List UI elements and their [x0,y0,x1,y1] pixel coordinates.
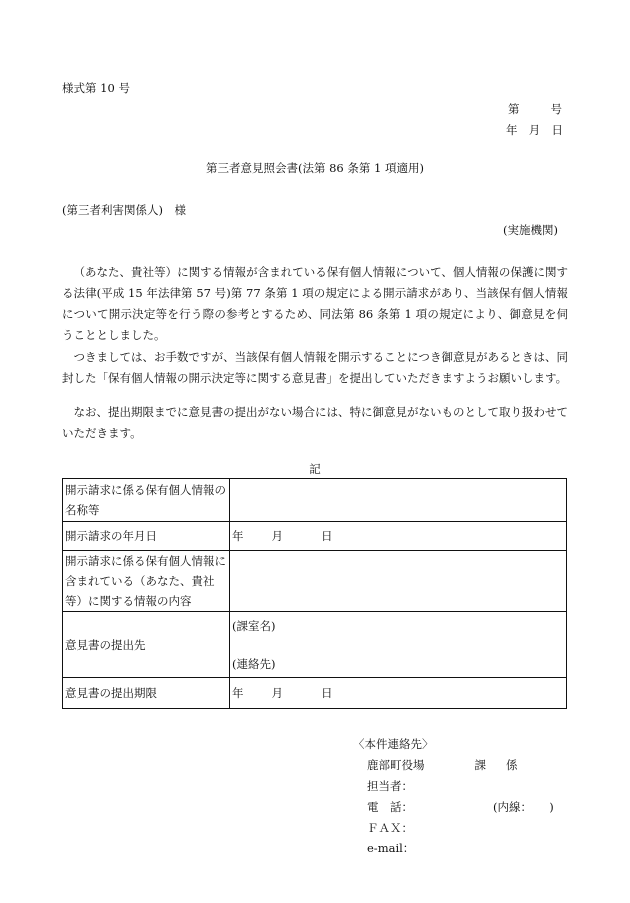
table-row [63,522,567,551]
office-name-label: (課室名) [232,618,276,633]
info-table [62,478,567,709]
value-submission-deadline [230,678,567,709]
label-info-content: 開示請求に係る保有個人情報に含まれている（あなた、貴社等）に関する情報の内容 [63,551,230,612]
subsection-label: 係 [506,758,518,772]
contact-email: e-mail： [367,841,415,855]
deadline-month: 月 [271,686,283,700]
date-year: 年 [506,123,518,137]
label-request-date: 開示請求の年月日 [63,522,230,551]
section-label: 課 [474,758,486,772]
table-row [63,551,567,612]
table-row [63,612,567,678]
body-paragraph-2: つきましては、お手数ですが、当該保有個人情報を開示することにつき御意見があるときは、同封した「保有個人情報の開示決定等に関する意見書」を提出していただきますようお願いします。 [62,350,568,385]
value-submission-destination [230,612,567,678]
document-title: 第三者意見照会書(法第 86 条第 1 項適用) [205,161,425,175]
form-number: 様式第 10 号 [62,81,130,95]
date-month: 月 [528,123,541,137]
document-number-suffix: 号 [550,102,562,116]
contact-phone [367,799,554,815]
addressee: (第三者利害関係人) 様 [62,203,186,217]
deadline-year: 年 [232,686,244,700]
table-row [63,678,567,709]
contact-heading: 〈本件連絡先〉 [353,737,434,751]
request-date-day: 日 [321,529,333,543]
contact-fax: ＦＡＸ： [367,821,413,835]
document-date [506,122,563,138]
value-personal-info-name [230,479,567,522]
label-personal-info-name: 開示請求に係る保有個人情報の名称等 [63,479,230,522]
label-submission-destination: 意見書の提出先 [63,612,230,678]
body-paragraph-3: なお、提出期限までに意見書の提出がない場合には、特に御意見がないものとして取り扱わせていただきます。 [62,405,568,440]
request-date-month: 月 [271,529,283,543]
contact-label: (連絡先) [232,656,276,671]
document-number-prefix: 第 [508,102,520,116]
agency-name: (実施機関) [503,223,558,237]
request-date-year: 年 [232,529,244,543]
ki-heading: 記 [309,462,321,476]
phone-label: 電 話： [367,800,413,814]
value-request-date [230,522,567,551]
office-name: 鹿部町役場 [367,758,425,772]
value-info-content [230,551,567,612]
extension-label: (内線： ) [493,800,554,814]
body-paragraph-1: （あなた、貴社等）に関する情報が含まれている保有個人情報について、個人情報の保護に関する法律(平成 15 年法律第 57 号)第 77 条第 1 項の規定による開示請求があり、当該保有個人情報について開示決定等を行う際の参考とするため、同法第 86 条第 1 項の規定により、御意見を伺うこととしました。 [62,265,568,342]
contact-office [367,757,518,773]
table-row [63,479,567,522]
date-day: 日 [551,123,563,137]
contact-person: 担当者： [367,779,413,793]
label-submission-deadline: 意見書の提出期限 [63,678,230,709]
document-number [508,101,562,117]
deadline-day: 日 [321,686,333,700]
